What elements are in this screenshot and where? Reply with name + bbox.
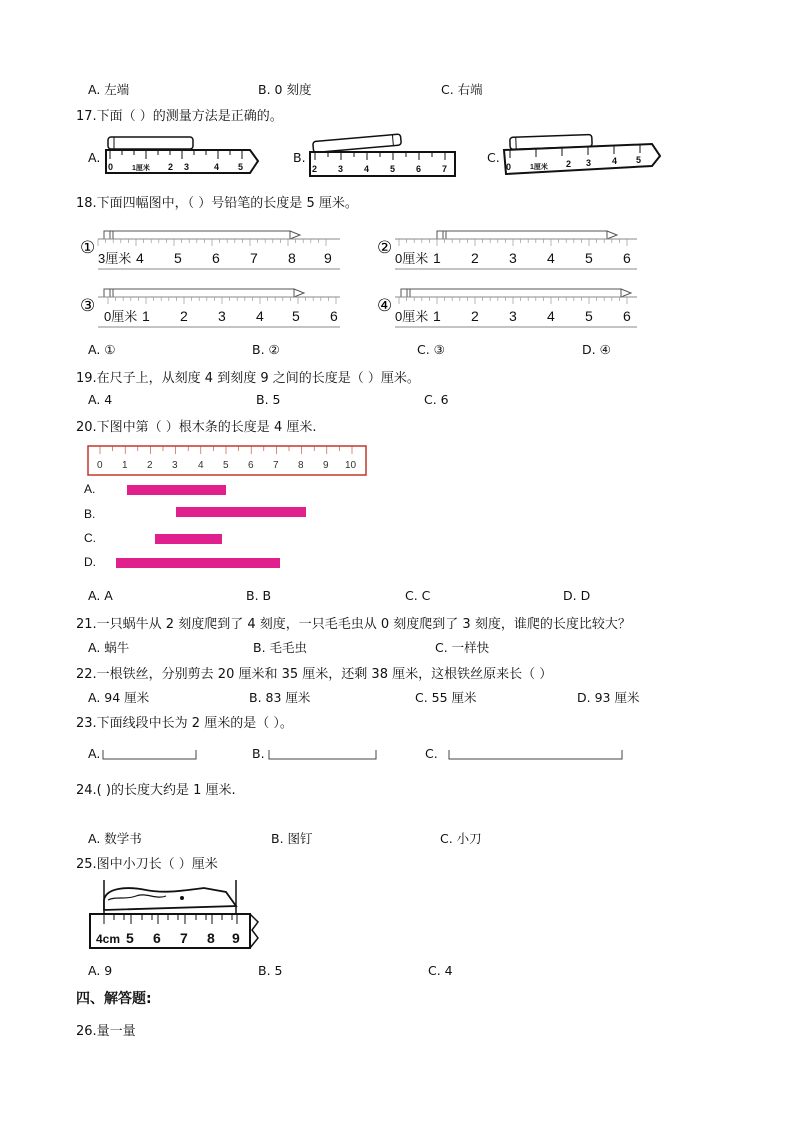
q20-bar-label-d: D. [84,555,96,569]
q23-segment-a [100,748,200,762]
q20-bar-label-a: A. [84,482,96,496]
q24-option-a[interactable]: A. 数学书 [88,831,142,846]
q18-fig2-tick-6: 6 [623,250,631,266]
q17-label-c[interactable]: C. [487,150,500,165]
q18-option-d[interactable]: D. ④ [582,342,611,357]
q21-stem: 21.一只蜗牛从 2 刻度爬到了 4 刻度，一只毛毛虫从 0 刻度爬到了 3 刻度，谁爬的长度比较大？ [76,617,631,632]
q20-tick-4: 4 [198,460,204,471]
q20-tick-3: 3 [172,460,178,471]
q23-label-c[interactable]: C. [425,746,438,761]
q18-fig2-tick-4: 4 [547,250,555,266]
q17a-tick-2: 2 [168,162,174,172]
q18-fig3-num: ③ [80,296,96,315]
q23-segment-c [446,748,626,762]
q18-fig2-tick-3: 3 [509,250,517,266]
q17c-tick-2: 2 [566,159,572,169]
q18-fig3-tick-5: 5 [292,308,300,324]
q18-fig1-tick-4: 7 [250,250,258,266]
q18-figure-2 [375,225,645,270]
q20-bar-d [116,558,280,568]
q22-stem: 22.一根铁丝，分别剪去 20 厘米和 35 厘米，还剩 38 厘米，这根铁丝原来长（ ） [76,667,553,682]
q18-fig1-tick-1: 4 [136,250,144,266]
q20-option-b[interactable]: B. B [246,588,272,603]
q26-stem: 26.量一量 [76,1024,136,1039]
q20-tick-9: 9 [323,460,329,471]
q23-label-a[interactable]: A. [88,746,101,761]
q17c-tick-0: 0 [506,162,512,172]
q17-label-b[interactable]: B. [293,150,306,165]
q18-fig4-tick-4: 4 [547,308,555,324]
q17-stem: 17.下面（ ）的测量方法是正确的。 [76,109,283,124]
q22-option-b[interactable]: B. 83 厘米 [249,690,311,705]
q24-option-b[interactable]: B. 图钉 [271,831,313,846]
q18-fig3-tick-3: 3 [218,308,226,324]
q20-bar-c [155,534,222,544]
q18-fig2-tick-5: 5 [585,250,593,266]
q18-fig1-tick-6: 9 [324,250,332,266]
q20-bar-b [176,507,306,517]
q18-fig4-tick-2: 2 [471,308,479,324]
q17a-tick-4: 4 [214,162,220,172]
q19-option-c[interactable]: C. 6 [424,392,449,407]
q18-fig4-tick-1: 1 [433,308,441,324]
q18-fig3-tick-1: 1 [142,308,150,324]
q18-fig1-num: ① [80,238,96,257]
q18-stem: 18.下面四幅图中，（ ）号铅笔的长度是 5 厘米。 [76,196,358,211]
q18-fig1-tick-3: 6 [212,250,220,266]
q20-tick-7: 7 [273,460,279,471]
q18-fig4-tick-3: 3 [509,308,517,324]
q25-option-a[interactable]: A. 9 [88,963,113,978]
q17b-tick-5: 7 [442,164,448,174]
q18-fig1-tick-2: 5 [174,250,182,266]
q23-segment-b [266,748,380,762]
q16-option-b[interactable]: B. 0 刻度 [258,82,312,97]
q18-figure-3 [78,283,348,328]
q20-tick-8: 8 [298,460,304,471]
q17b-tick-3: 5 [390,164,396,174]
q23-label-b[interactable]: B. [252,746,265,761]
q25-stem: 25.图中小刀长（ ）厘米 [76,857,218,872]
q20-option-a[interactable]: A. A [88,588,113,603]
q23-stem: 23.下面线段中长为 2 厘米的是（ ）。 [76,716,293,731]
q18-fig3-tick-0: 0厘米 [104,309,138,324]
q18-option-a[interactable]: A. ① [88,342,116,357]
q19-option-b[interactable]: B. 5 [256,392,281,407]
q20-figure [78,442,378,577]
q18-fig3-tick-6: 6 [330,308,338,324]
q20-tick-0: 0 [97,460,103,471]
q17-label-a[interactable]: A. [88,150,101,165]
q18-fig1-tick-0: 3厘米 [98,251,132,266]
q24-option-c[interactable]: C. 小刀 [440,831,482,846]
q24-stem: 24.( )的长度大约是 1 厘米. [76,783,236,798]
q19-stem: 19.在尺子上，从刻度 4 到刻度 9 之间的长度是（ ）厘米。 [76,371,420,386]
q18-option-b[interactable]: B. ② [252,342,280,357]
q17a-tick-5: 5 [238,162,244,172]
q18-fig3-tick-2: 2 [180,308,188,324]
q20-stem: 20.下图中第（ ）根木条的长度是 4 厘米. [76,420,317,435]
q18-fig3-tick-4: 4 [256,308,264,324]
q17-figure-a [100,133,270,178]
q17c-tick-3: 3 [586,158,592,168]
q25-tick-3: 7 [180,930,188,946]
q17c-tick-5: 5 [636,155,642,165]
q20-tick-2: 2 [147,460,153,471]
q20-bar-label-b: B. [84,507,96,521]
q18-fig2-tick-1: 1 [433,250,441,266]
q17b-tick-2: 4 [364,164,370,174]
q18-option-c[interactable]: C. ③ [417,342,445,357]
q20-option-c[interactable]: C. C [405,588,431,603]
q25-figure [86,878,266,953]
q20-tick-5: 5 [223,460,229,471]
q21-option-b[interactable]: B. 毛毛虫 [253,640,308,655]
q20-tick-6: 6 [248,460,254,471]
q18-figure-4 [375,283,645,328]
q20-tick-10: 10 [345,460,357,471]
q19-option-a[interactable]: A. 4 [88,392,113,407]
q25-tick-5: 9 [232,930,240,946]
q22-option-d[interactable]: D. 93 厘米 [577,690,640,705]
knife-icon [104,888,236,910]
q18-fig1-tick-5: 8 [288,250,296,266]
q18-fig2-tick-0: 0厘米 [395,251,429,266]
q17c-tick-4: 4 [612,156,618,166]
q18-fig4-tick-6: 6 [623,308,631,324]
q22-option-a[interactable]: A. 94 厘米 [88,690,150,705]
q17a-tick-0: 0 [108,162,114,172]
q20-option-d[interactable]: D. D [563,588,591,603]
q17a-tick-3: 3 [184,162,190,172]
q17b-tick-0: 2 [312,164,318,174]
q25-tick-1: 5 [126,930,134,946]
q25-option-c[interactable]: C. 4 [428,963,453,978]
q25-option-b[interactable]: B. 5 [258,963,283,978]
q20-bar-a [127,485,226,495]
q17-figure-b [305,128,465,183]
q18-fig4-tick-5: 5 [585,308,593,324]
q17b-tick-1: 3 [338,164,344,174]
q20-tick-1: 1 [122,460,128,471]
q20-bar-label-c: C. [84,531,96,545]
q25-tick-2: 6 [153,930,161,946]
q18-fig4-num: ④ [377,296,393,315]
q17b-tick-4: 6 [416,164,422,174]
q18-fig2-tick-2: 2 [471,250,479,266]
q16-option-a[interactable]: A. 左端 [88,82,130,97]
section-heading: 四、解答题: [76,991,152,1007]
q16-option-c[interactable]: C. 右端 [441,82,483,97]
q18-fig4-tick-0: 0厘米 [395,309,429,324]
q22-option-c[interactable]: C. 55 厘米 [415,690,477,705]
q18-figure-1 [78,225,348,270]
q17c-tick-1: 1厘米 [530,164,548,171]
q18-fig2-num: ② [377,238,393,257]
q17-figure-c [500,128,665,178]
q21-option-a[interactable]: A. 蜗牛 [88,640,130,655]
q25-tick-4: 8 [207,930,215,946]
q21-option-c[interactable]: C. 一样快 [435,640,490,655]
q25-tick-0: 4cm [96,932,121,946]
q17a-tick-1: 1厘米 [132,165,150,172]
